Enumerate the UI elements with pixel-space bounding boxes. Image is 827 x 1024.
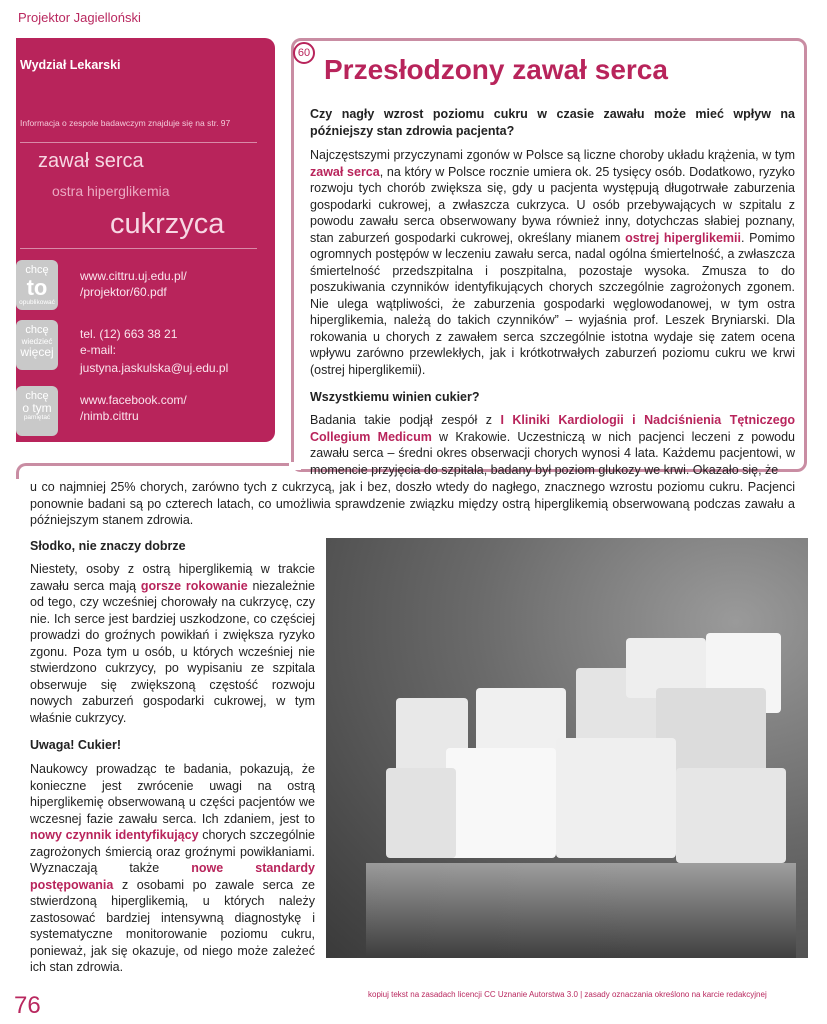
lead-paragraph: Czy nagły wzrost poziomu cukru w czasie zawału może mieć wpływ na późniejszy stan zdrowia pacjenta? <box>310 107 795 138</box>
running-header: Projektor Jagielloński <box>18 10 141 25</box>
sidebar-panel <box>16 38 275 442</box>
more-info-badge-icon: chcę wiedzieć więcej <box>16 320 58 370</box>
divider <box>20 142 257 143</box>
department-label: Wydział Lekarski <box>20 58 121 72</box>
pdf-link[interactable]: www.cittru.uj.edu.pl/ <box>80 269 187 283</box>
page-number: 76 <box>14 992 41 1019</box>
facebook-link[interactable]: www.facebook.com/ <box>80 393 187 407</box>
share-badge-icon: chcę to opublikować <box>16 260 58 310</box>
section-heading: Słodko, nie znaczy dobrze <box>30 539 186 553</box>
email-link[interactable]: justyna.jaskulska@uj.edu.pl <box>80 361 229 375</box>
section-heading: Wszystkiemu winien cukier? <box>310 390 480 404</box>
paragraph-2: Badania takie podjął zespół z I Kliniki Kardiologii i Nadciśnienia Tętniczego Collegium Medicum w Krakowie. Uczestniczą w nich pacjenci leczeni z powodu zawału serca – średni okres obserwacji chorych wynosi 4 lata. Każdemu pacjentowi, w momencie przyjęcia do szpitala, badany był poziom glukozy we krwi. Okazało się, że <box>310 413 795 477</box>
email-label: e-mail: <box>80 343 117 357</box>
facebook-link-cont[interactable]: /nimb.cittru <box>80 409 139 423</box>
paragraph-4: Naukowcy prowadząc te badania, pokazują, że konieczne jest zwrócenie uwagi na ostrą hiperglikemię obserwowaną u części pacjentów we wczesnej fazie zawału serca. Ich zdaniem, jest to nowy czynnik identyfikujący chorych szczególnie zagrożonych śmiercią oraz groźnymi powikłaniami. Wyznaczają także nowe standardy postępowania z osobami po zawale serca ze stwierdzoną hiperglikemią, u których należy zastosować bardziej intensywną diagnostykę i systematyczne monitorowanie poziomu cukru, ponieważ, jak się okazuje, od niego może zależeć ich stan zdrowia. <box>30 762 316 974</box>
keyword-link: I Kliniki Kardiologii i Nadciśnienia Tętniczego Collegium Medicum <box>310 413 795 444</box>
keyword-link: ostrej hiperglikemii <box>625 230 741 245</box>
remember-badge-icon: chcę o tym pamiętać <box>16 386 58 436</box>
article-frame-extension <box>16 463 294 479</box>
divider <box>20 248 257 249</box>
keyword-link: gorsze rokowanie <box>140 578 248 593</box>
license-note: kopiuj tekst na zasadach licencji CC Uznanie Autorstwa 3.0 | zasady oznaczania określono na karcie redakcyjnej <box>368 990 767 999</box>
keyword-2: ostra hiperglikemia <box>52 183 170 199</box>
keyword-link: zawał serca <box>310 164 380 179</box>
section-heading: Uwaga! Cukier! <box>30 738 121 752</box>
keyword-link: nowy czynnik identyfikujący <box>30 828 199 842</box>
paragraph-2-continued: u co najmniej 25% chorych, zarówno tych z cukrzycą, jak i bez, doszło wtedy do nagłego, znacznego wzrostu poziomu cukru. Pacjenci ponownie badani są po czterech latach, co umożliwia sprawdzenie związku między ostrą hiperglikemią obserwowaną podczas zawału a późniejszym stanem zdrowia. <box>30 480 795 527</box>
phone-contact: tel. (12) 663 38 21 <box>80 327 178 341</box>
pdf-link-cont[interactable]: /projektor/60.pdf <box>80 285 167 299</box>
keyword-3: cukrzyca <box>110 208 225 240</box>
keyword-1: zawał serca <box>38 150 144 172</box>
paragraph-3: Niestety, osoby z ostrą hiperglikemią w trakcie zawału serca mają gorsze rokowanie niezależnie od tego, czy wcześniej chorowały na cukrzycę, czy nie. Ich serce jest bardziej uszkodzone, co częściej prowadzi do groźnych powikłań i zwiększa ryzyko zgonu. Poza tym u osób, u których wcześniej nie stwierdzono cukrzycy, po wypisaniu ze szpitala obserwuje się zwiększoną częstość rozwoju nowych zaburzeń gospodarki cukrowej, w tym właśnie cukrzycy. <box>30 562 315 725</box>
article-title: Przesłodzony zawał serca <box>324 54 668 85</box>
team-info-note: Informacja o zespole badawczym znajduje się na str. 97 <box>20 118 231 128</box>
keyword-link: nowe standardy postępowania <box>30 861 315 892</box>
article-number-badge: 60 <box>293 42 315 64</box>
paragraph-1: Najczęstszymi przyczynami zgonów w Polsce są liczne choroby układu krążenia, w tym zawał serca, na który w Polsce rocznie umiera ok. 25 tysięcy osób. Dodatkowo, ryzyko rozwoju tych chorób zwiększa się, gdy u pacjenta występują długotrwałe zaburzenia gospodarki cukrowej, a zwłaszcza cukrzyca. U osób przebywających w szpitalu z powodu zawału serca obserwowany bywa również inny, dotychczas słabiej poznany, stan zaburzeń gospodarki cukrowej, określany mianem ostrej hiperglikemii. Pomimo ogromnych postępów w leczeniu zawału serca, nadal ogólna śmiertelność, a zwłaszcza śmiertelność przedszpitalna i poszpitalna, pozostaje wysoka. Zmusza to do poszukiwania czynników identyfikujących chorych szczególnie zagrożonych zgonem. Nie ulega wątpliwości, że zaburzenia gospodarki węglowodanowej, w tym ostra hiperglikemia, należą do takich czynników” – wyjaśnia prof. Leszek Bryniarski. Dla rokowania u chorych z zawałem serca szczególnie istotna wydaje się zatem ocena wpływu zarówno przewlekłych, jak i krótkotrwałych zaburzeń poziomu cukru we krwi (ostrej hiperglikemii). <box>310 148 796 377</box>
sugar-cubes-photo <box>326 538 808 958</box>
